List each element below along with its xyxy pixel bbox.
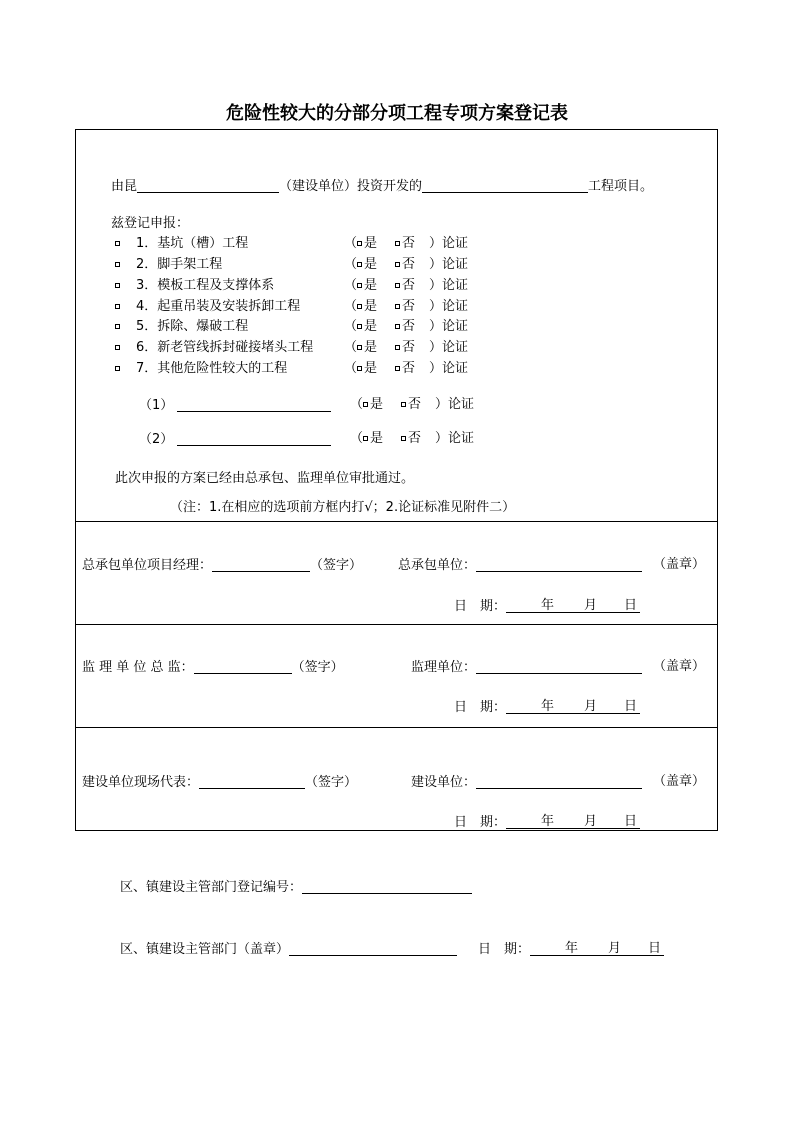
no-checkbox[interactable] (395, 283, 400, 288)
extra-item: （1） (139, 398, 331, 412)
list-item (115, 341, 313, 354)
date-field[interactable]: 年 月 日 (506, 700, 640, 714)
list-item (115, 320, 248, 333)
supervisor-row: 监 理 单 位 总 监： （签字） (82, 660, 344, 675)
divider (75, 521, 718, 522)
approval-text: 此次申报的方案已经由总承包、监理单位审批通过。 (115, 471, 415, 486)
checkbox[interactable] (115, 324, 120, 329)
extra-item-field[interactable] (177, 432, 331, 446)
choice-group: （ 是 否 ）论证 (350, 431, 475, 446)
item-label: 6．新老管线拆封碰接堵头工程 (136, 340, 314, 355)
authority-row: 区、镇建设主管部门（盖章） (120, 942, 457, 956)
checkbox[interactable] (115, 262, 120, 267)
no-checkbox[interactable] (401, 402, 406, 407)
owner-rep-sign-field[interactable] (199, 775, 305, 789)
owner-unit-field[interactable] (476, 775, 642, 789)
intro-mid: （建设单位）投资开发的 (279, 179, 423, 194)
seal-label: （盖章） (653, 659, 706, 674)
no-checkbox[interactable] (395, 366, 400, 371)
authority-seal-field[interactable] (289, 942, 457, 956)
choice-group: （ 是 否 ）论证 (344, 257, 469, 272)
date-row: 日 期： 年 月 日 (454, 700, 640, 714)
seal-label: （盖章） (653, 774, 706, 789)
supervision-unit-field[interactable] (476, 660, 642, 674)
yes-checkbox[interactable] (357, 324, 362, 329)
page-title: 危险性较大的分部分项工程专项方案登记表 (226, 103, 568, 124)
owner-unit-row: 建设单位： (411, 775, 642, 789)
choice-group: （ 是 否 ）论证 (344, 299, 469, 314)
yes-checkbox[interactable] (357, 241, 362, 246)
list-item (115, 279, 274, 292)
checkbox[interactable] (115, 304, 120, 309)
yes-checkbox[interactable] (357, 304, 362, 309)
contractor-manager-row: 总承包单位项目经理： （签字） (82, 558, 363, 573)
owner-rep-row: 建设单位现场代表： （签字） (82, 775, 358, 790)
item-label: 5．拆除、爆破工程 (136, 319, 249, 334)
checkbox[interactable] (115, 283, 120, 288)
intro-line (111, 179, 653, 193)
registration-number-row: 区、镇建设主管部门登记编号： (120, 880, 472, 894)
yes-checkbox[interactable] (363, 436, 368, 441)
no-checkbox[interactable] (401, 436, 406, 441)
no-checkbox[interactable] (395, 304, 400, 309)
note-text: （注：1.在相应的选项前方框内打√；2.论证标准见附件二） (170, 500, 516, 515)
extra-item-field[interactable] (177, 398, 331, 412)
developer-field[interactable] (137, 179, 279, 193)
intro-prefix: 由昆 (111, 179, 138, 194)
item-label: 3．模板工程及支撑体系 (136, 278, 275, 293)
item-label: 2．脚手架工程 (136, 257, 223, 272)
item-label: 1．基坑（槽）工程 (136, 236, 249, 251)
date-row: 日 期： 年 月 日 (478, 942, 664, 956)
contractor-unit-field[interactable] (476, 558, 642, 572)
date-row: 日 期： 年 月 日 (454, 815, 640, 829)
choice-group: （ 是 否 ）论证 (344, 340, 469, 355)
checkbox[interactable] (115, 241, 120, 246)
registration-number-field[interactable] (302, 880, 472, 894)
choice-group: （ 是 否 ）论证 (344, 361, 469, 376)
date-field[interactable]: 年 月 日 (506, 815, 640, 829)
no-checkbox[interactable] (395, 262, 400, 267)
list-item (115, 362, 287, 375)
checkbox[interactable] (115, 366, 120, 371)
yes-checkbox[interactable] (363, 402, 368, 407)
register-label: 兹登记申报： (111, 216, 190, 231)
divider (75, 727, 718, 728)
choice-group: （ 是 否 ）论证 (344, 236, 469, 251)
date-field[interactable]: 年 月 日 (506, 599, 640, 613)
project-field[interactable] (422, 179, 588, 193)
no-checkbox[interactable] (395, 324, 400, 329)
item-label: 4．起重吊装及安装拆卸工程 (136, 299, 301, 314)
no-checkbox[interactable] (395, 241, 400, 246)
yes-checkbox[interactable] (357, 262, 362, 267)
seal-label: （盖章） (653, 557, 706, 572)
yes-checkbox[interactable] (357, 283, 362, 288)
no-checkbox[interactable] (395, 345, 400, 350)
yes-checkbox[interactable] (357, 366, 362, 371)
supervision-unit-row: 监理单位： (411, 660, 642, 674)
choice-group: （ 是 否 ）论证 (350, 397, 475, 412)
choice-group: （ 是 否 ）论证 (344, 319, 469, 334)
checkbox[interactable] (115, 345, 120, 350)
item-label: 7．其他危险性较大的工程 (136, 361, 288, 376)
list-item (115, 237, 248, 250)
supervisor-sign-field[interactable] (194, 660, 292, 674)
choice-group: （ 是 否 ）论证 (344, 278, 469, 293)
list-item (115, 300, 300, 313)
extra-item: （2） (139, 432, 331, 446)
date-field[interactable]: 年 月 日 (530, 942, 664, 956)
manager-sign-field[interactable] (212, 558, 310, 572)
intro-suffix: 工程项目。 (588, 179, 654, 194)
yes-checkbox[interactable] (357, 345, 362, 350)
list-item (115, 258, 222, 271)
divider (75, 624, 718, 625)
date-row: 日 期： 年 月 日 (454, 599, 640, 613)
contractor-unit-row: 总承包单位： (398, 558, 642, 572)
